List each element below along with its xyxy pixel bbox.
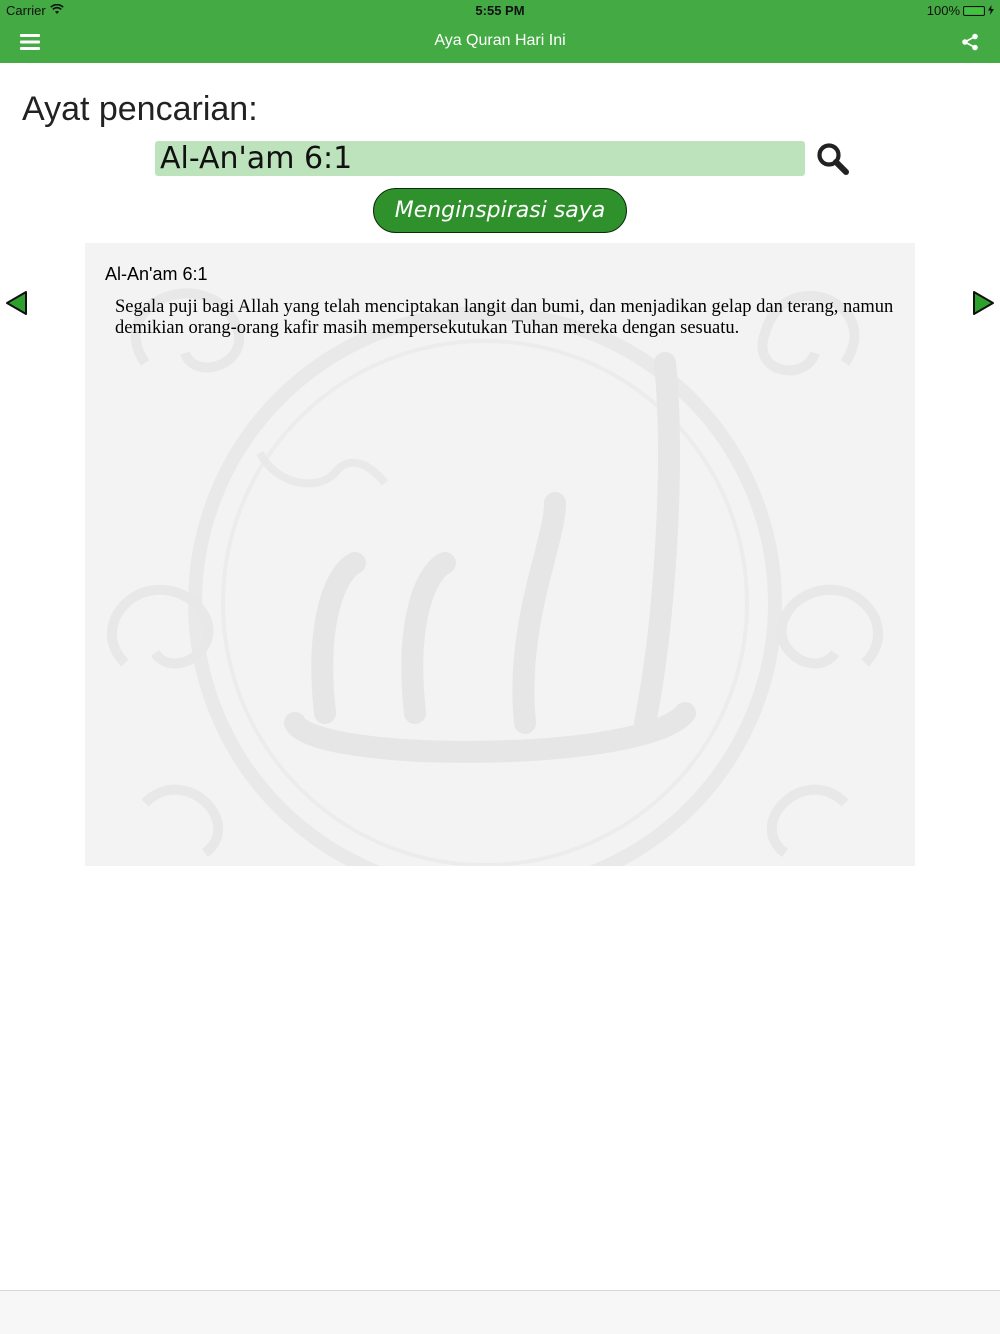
- page-title: Aya Quran Hari Ini: [434, 32, 566, 49]
- status-bar: [0, 0, 1000, 22]
- navigation-bar: [0, 22, 1000, 63]
- battery-icon: [963, 6, 985, 16]
- status-time: 5:55 PM: [475, 3, 525, 18]
- search-icon[interactable]: [814, 140, 852, 178]
- share-icon[interactable]: [954, 28, 986, 56]
- bottom-toolbar: [0, 1290, 1000, 1334]
- verse-text: Segala puji bagi Allah yang telah menciptakan langit dan bumi, dan menjadikan gelap dan terang, namun demikian orang-orang kafir masih mempersekutukan Tuhan mereka dengan sesuatu.: [115, 297, 894, 338]
- search-input[interactable]: [155, 141, 805, 176]
- right-arrow-icon[interactable]: [970, 289, 996, 317]
- status-battery-group: [927, 3, 994, 18]
- search-heading: Ayat pencarian:: [22, 90, 258, 128]
- carrier-label: Carrier: [6, 3, 46, 18]
- left-arrow-icon[interactable]: [4, 289, 30, 317]
- verse-reference: Al-An'am 6:1: [105, 264, 208, 284]
- battery-fill: [965, 8, 983, 14]
- charging-icon: [988, 3, 994, 18]
- inspire-me-button[interactable]: Menginspirasi saya: [373, 188, 627, 233]
- verse-panel: [85, 243, 915, 866]
- battery-percent: 100%: [926, 3, 960, 18]
